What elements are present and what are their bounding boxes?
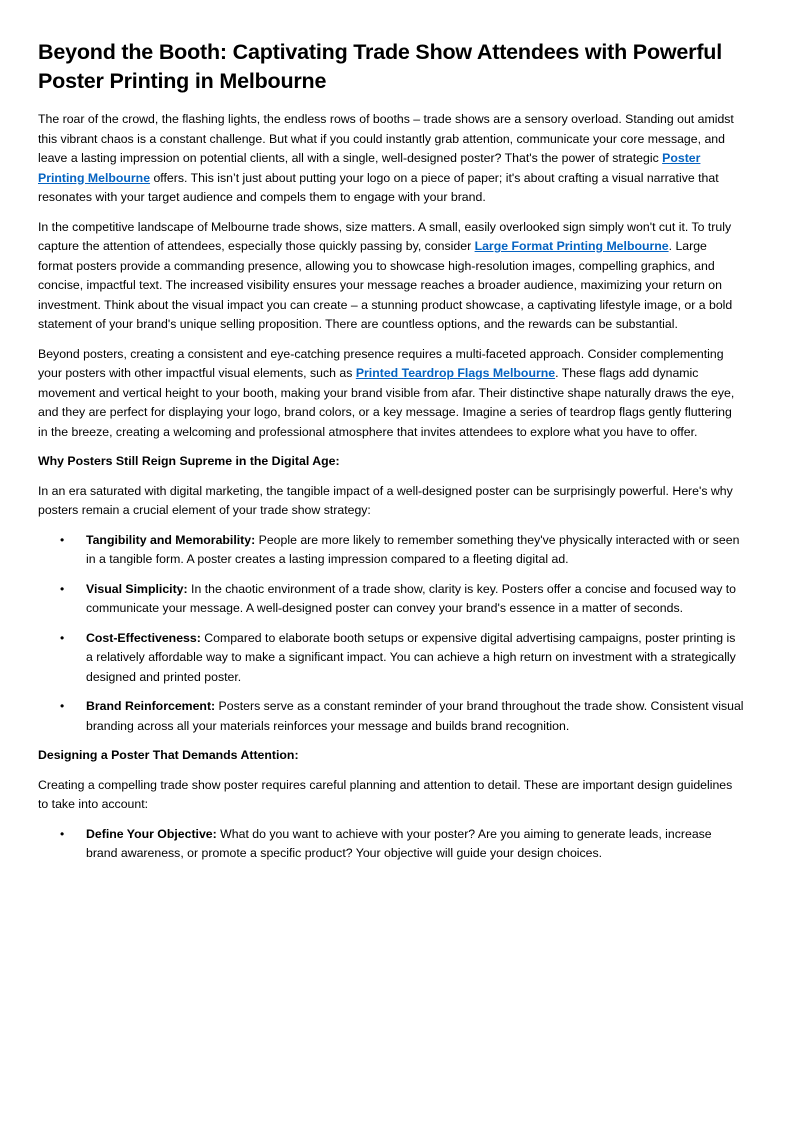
paragraph-text: offers. This isn’t just about putting your logo on a piece of paper; it's about crafting a visual narrative that resonates with your target audience and compels them to engage with your brand. xyxy=(38,170,719,204)
list-item xyxy=(38,697,744,736)
list-item-text: Posters serve as a constant reminder of your brand throughout the trade show. Consistent visual branding across all your materials reinforces your message and builds brand recognition. xyxy=(86,699,744,733)
list-item xyxy=(38,629,744,688)
teardrop-flags-link[interactable]: Printed Teardrop Flags Melbourne xyxy=(355,366,556,380)
teardrop-flags-paragraph xyxy=(38,345,744,443)
list-item-text: In the chaotic environment of a trade show, clarity is key. Posters offer a concise and focused way to communicate your message. A well-designed poster can convey your brand's essence in a matter of seconds. xyxy=(86,581,737,615)
large-format-paragraph xyxy=(38,218,744,335)
list-item xyxy=(38,531,744,570)
bullet-icon: • xyxy=(60,581,65,596)
paragraph-text: The roar of the crowd, the flashing lights, the endless rows of booths – trade shows are a sensory overload. Standing out amidst this vibrant chaos is a constant challenge. But what if you could instantly grab attention, communicate your core message, and leave a lasting impression on potential clients, all with a single, well-designed poster? That's the power of strategic xyxy=(38,112,734,165)
list-item-text: What do you want to achieve with your poster? Are you aiming to generate leads, increase brand awareness, or promote a specific product? Your objective will guide your design choices. xyxy=(86,826,712,860)
list-item xyxy=(38,580,744,619)
bullet-icon: • xyxy=(60,699,65,713)
bullet-icon: • xyxy=(60,826,65,841)
section-heading-designing: Designing a Poster That Demands Attention: xyxy=(38,748,299,762)
list-item-term: Tangibility and Memorability: xyxy=(86,532,256,547)
bullet-icon: • xyxy=(60,532,65,547)
list-item-text: Compared to elaborate booth setups or expensive digital advertising campaigns, poster printing is a relatively affordable way to make a significant impact. You can achieve a high return on investment with a strategically designed and printed poster. xyxy=(86,630,736,684)
list-item-term: Visual Simplicity: xyxy=(86,581,188,596)
paragraph-text: In the competitive landscape of Melbourne trade shows, size matters. A small, easily overlooked sign simply won't cut it. To truly capture the attention of attendees, especially those quickly passing by, consider xyxy=(38,219,732,253)
list-item xyxy=(38,825,744,864)
page-title: Beyond the Booth: Captivating Trade Show Attendees with Powerful Poster Printing in Melbourne xyxy=(38,40,722,93)
bullet-icon: • xyxy=(60,630,65,645)
list-item-text: People are more likely to remember something they've physically interacted with or seen in a tangible form. A poster creates a lasting impression compared to a fleeting digital ad. xyxy=(86,532,740,566)
paragraph-text: Beyond posters, creating a consistent and eye-catching presence requires a multi-faceted approach. Consider complementing your posters with other impactful visual elements, such as xyxy=(38,346,724,380)
intro-paragraph xyxy=(38,110,744,208)
section-intro-designing: Creating a compelling trade show poster requires careful planning and attention to detail. These are important design guidelines to take into account: xyxy=(38,777,733,811)
list-item-term: Define Your Objective: xyxy=(86,826,217,841)
section-intro-why-posters: In an era saturated with digital marketing, the tangible impact of a well-designed poster can be surprisingly powerful. Here's why posters remain a crucial element of your trade show strategy: xyxy=(38,483,733,517)
poster-printing-link[interactable]: Poster Printing Melbourne xyxy=(38,151,701,185)
paragraph-text: . These flags add dynamic movement and vertical height to your booth, making your brand visible from afar. Their distinctive shape naturally draws the eye, and they are perfect for displaying your logo, brand colors, or a key message. Imagine a series of teardrop flags gently fluttering in the breeze, creating a welcoming and professional atmosphere that invites attendees to explore what you have to offer. xyxy=(38,366,735,439)
section-heading-why-posters: Why Posters Still Reign Supreme in the Digital Age: xyxy=(38,454,340,468)
design-guidelines-list xyxy=(38,825,744,864)
paragraph-text: . Large format posters provide a commanding presence, allowing you to showcase high-resolution images, compelling graphics, and concise, impactful text. The increased visibility ensures your message reaches a broader audience, maximizing your return on investment. Think about the visual impact you can create – a stunning product showcase, a captivating lifestyle image, or a bold statement of your brand's unique selling proposition. There are countless options, and the rewards can be substantial. xyxy=(38,239,733,331)
large-format-printing-link[interactable]: Large Format Printing Melbourne xyxy=(474,239,669,253)
list-item-term: Brand Reinforcement: xyxy=(86,699,216,713)
list-item-term: Cost-Effectiveness: xyxy=(86,630,201,645)
why-posters-list xyxy=(38,531,744,737)
